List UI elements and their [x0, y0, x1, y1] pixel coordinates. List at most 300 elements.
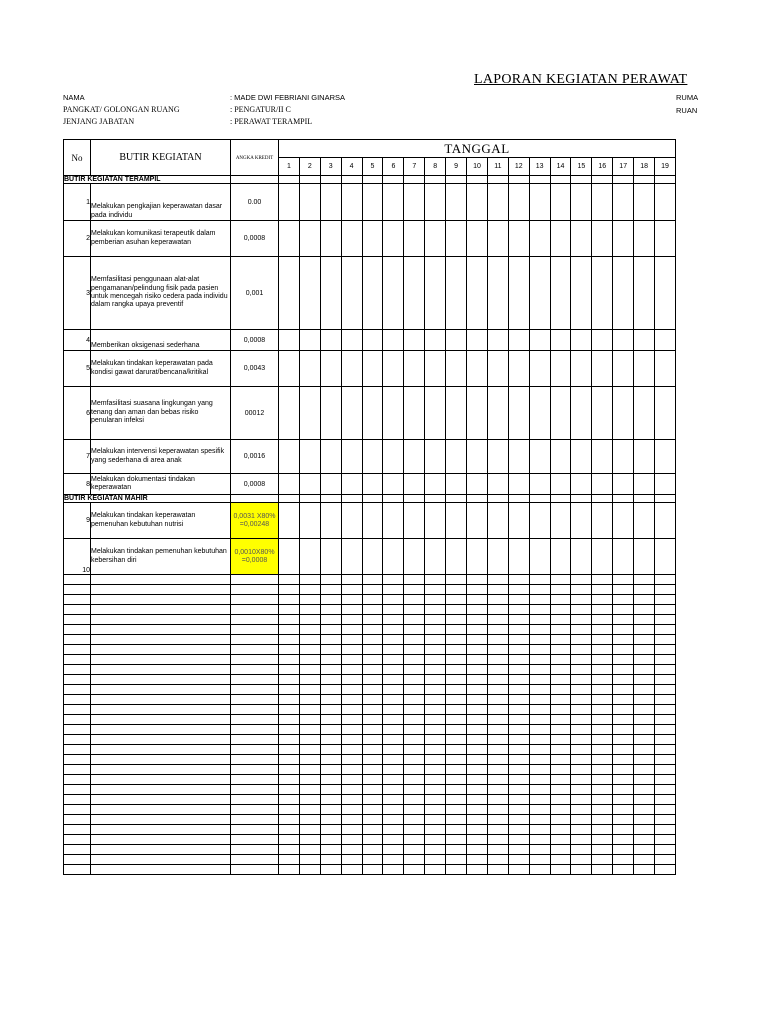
blank-cell[interactable] — [231, 585, 279, 595]
day-cell[interactable] — [425, 387, 446, 440]
blank-cell[interactable] — [634, 615, 655, 625]
blank-cell[interactable] — [613, 625, 634, 635]
blank-cell[interactable] — [299, 785, 320, 795]
blank-cell[interactable] — [446, 605, 467, 615]
blank-cell[interactable] — [383, 695, 404, 705]
blank-cell[interactable] — [655, 715, 676, 725]
blank-cell[interactable] — [634, 865, 655, 875]
blank-cell[interactable] — [91, 825, 231, 835]
day-cell[interactable] — [529, 503, 550, 539]
blank-cell[interactable] — [655, 745, 676, 755]
blank-cell[interactable] — [529, 725, 550, 735]
blank-cell[interactable] — [279, 765, 300, 775]
blank-cell[interactable] — [592, 635, 613, 645]
blank-cell[interactable] — [362, 735, 383, 745]
blank-cell[interactable] — [320, 645, 341, 655]
day-cell[interactable] — [571, 257, 592, 330]
blank-cell[interactable] — [231, 795, 279, 805]
blank-cell[interactable] — [613, 845, 634, 855]
blank-cell[interactable] — [320, 745, 341, 755]
blank-cell[interactable] — [320, 735, 341, 745]
day-cell[interactable] — [613, 184, 634, 221]
day-cell[interactable] — [655, 330, 676, 351]
day-cell[interactable] — [383, 474, 404, 495]
blank-cell[interactable] — [320, 755, 341, 765]
day-cell[interactable] — [362, 184, 383, 221]
blank-cell[interactable] — [64, 615, 91, 625]
blank-cell[interactable] — [613, 765, 634, 775]
blank-cell[interactable] — [279, 775, 300, 785]
day-cell[interactable] — [550, 330, 571, 351]
blank-cell[interactable] — [231, 615, 279, 625]
blank-cell[interactable] — [487, 695, 508, 705]
blank-cell[interactable] — [299, 765, 320, 775]
day-cell[interactable] — [634, 184, 655, 221]
day-cell[interactable] — [467, 474, 488, 495]
blank-cell[interactable] — [279, 585, 300, 595]
day-cell[interactable] — [299, 474, 320, 495]
blank-cell[interactable] — [550, 745, 571, 755]
blank-cell[interactable] — [571, 855, 592, 865]
blank-cell[interactable] — [231, 685, 279, 695]
blank-cell[interactable] — [64, 755, 91, 765]
blank-cell[interactable] — [613, 865, 634, 875]
day-cell[interactable] — [404, 474, 425, 495]
day-cell[interactable] — [425, 503, 446, 539]
day-cell[interactable] — [487, 221, 508, 257]
blank-cell[interactable] — [655, 855, 676, 865]
blank-cell[interactable] — [362, 635, 383, 645]
blank-cell[interactable] — [550, 825, 571, 835]
day-cell[interactable] — [299, 221, 320, 257]
blank-cell[interactable] — [279, 865, 300, 875]
day-cell[interactable] — [529, 330, 550, 351]
blank-cell[interactable] — [550, 775, 571, 785]
blank-cell[interactable] — [231, 775, 279, 785]
blank-cell[interactable] — [655, 595, 676, 605]
blank-cell[interactable] — [508, 665, 529, 675]
day-cell[interactable] — [320, 495, 341, 503]
blank-cell[interactable] — [592, 625, 613, 635]
blank-cell[interactable] — [571, 775, 592, 785]
day-cell[interactable] — [592, 221, 613, 257]
blank-cell[interactable] — [383, 815, 404, 825]
blank-cell[interactable] — [613, 795, 634, 805]
day-cell[interactable] — [529, 387, 550, 440]
blank-cell[interactable] — [613, 755, 634, 765]
blank-cell[interactable] — [467, 645, 488, 655]
blank-cell[interactable] — [655, 735, 676, 745]
blank-cell[interactable] — [487, 825, 508, 835]
blank-cell[interactable] — [571, 805, 592, 815]
blank-cell[interactable] — [634, 745, 655, 755]
blank-cell[interactable] — [425, 765, 446, 775]
blank-cell[interactable] — [64, 845, 91, 855]
blank-cell[interactable] — [550, 785, 571, 795]
blank-cell[interactable] — [404, 695, 425, 705]
blank-cell[interactable] — [279, 845, 300, 855]
blank-cell[interactable] — [64, 835, 91, 845]
blank-cell[interactable] — [508, 695, 529, 705]
blank-cell[interactable] — [299, 635, 320, 645]
day-cell[interactable] — [279, 351, 300, 387]
blank-cell[interactable] — [446, 805, 467, 815]
blank-cell[interactable] — [655, 585, 676, 595]
day-cell[interactable] — [529, 184, 550, 221]
blank-cell[interactable] — [404, 665, 425, 675]
day-cell[interactable] — [550, 184, 571, 221]
day-cell[interactable] — [425, 351, 446, 387]
blank-cell[interactable] — [279, 605, 300, 615]
day-cell[interactable] — [425, 176, 446, 184]
blank-cell[interactable] — [613, 715, 634, 725]
blank-cell[interactable] — [231, 745, 279, 755]
blank-cell[interactable] — [299, 605, 320, 615]
day-cell[interactable] — [404, 221, 425, 257]
blank-cell[interactable] — [320, 665, 341, 675]
blank-cell[interactable] — [362, 835, 383, 845]
blank-cell[interactable] — [91, 865, 231, 875]
blank-cell[interactable] — [467, 835, 488, 845]
blank-cell[interactable] — [299, 595, 320, 605]
blank-cell[interactable] — [508, 845, 529, 855]
blank-cell[interactable] — [446, 675, 467, 685]
blank-cell[interactable] — [404, 765, 425, 775]
day-cell[interactable] — [487, 176, 508, 184]
blank-cell[interactable] — [404, 775, 425, 785]
blank-cell[interactable] — [279, 615, 300, 625]
blank-cell[interactable] — [320, 795, 341, 805]
blank-cell[interactable] — [446, 655, 467, 665]
blank-cell[interactable] — [487, 775, 508, 785]
blank-cell[interactable] — [571, 615, 592, 625]
blank-cell[interactable] — [446, 745, 467, 755]
blank-cell[interactable] — [613, 675, 634, 685]
blank-cell[interactable] — [446, 595, 467, 605]
day-cell[interactable] — [383, 330, 404, 351]
blank-cell[interactable] — [91, 815, 231, 825]
day-cell[interactable] — [279, 257, 300, 330]
blank-cell[interactable] — [341, 825, 362, 835]
blank-cell[interactable] — [446, 575, 467, 585]
day-cell[interactable] — [467, 257, 488, 330]
blank-cell[interactable] — [550, 705, 571, 715]
day-cell[interactable] — [404, 539, 425, 575]
day-cell[interactable] — [529, 539, 550, 575]
day-cell[interactable] — [425, 539, 446, 575]
blank-cell[interactable] — [446, 665, 467, 675]
blank-cell[interactable] — [299, 815, 320, 825]
blank-cell[interactable] — [592, 595, 613, 605]
day-cell[interactable] — [550, 539, 571, 575]
day-cell[interactable] — [320, 330, 341, 351]
blank-cell[interactable] — [613, 595, 634, 605]
day-cell[interactable] — [446, 257, 467, 330]
day-cell[interactable] — [613, 495, 634, 503]
blank-cell[interactable] — [320, 705, 341, 715]
blank-cell[interactable] — [487, 625, 508, 635]
blank-cell[interactable] — [279, 705, 300, 715]
blank-cell[interactable] — [508, 745, 529, 755]
blank-cell[interactable] — [91, 605, 231, 615]
blank-cell[interactable] — [299, 615, 320, 625]
blank-cell[interactable] — [446, 625, 467, 635]
blank-cell[interactable] — [64, 825, 91, 835]
day-cell[interactable] — [446, 330, 467, 351]
blank-cell[interactable] — [550, 865, 571, 875]
blank-cell[interactable] — [362, 765, 383, 775]
blank-cell[interactable] — [529, 695, 550, 705]
blank-cell[interactable] — [231, 695, 279, 705]
blank-cell[interactable] — [279, 695, 300, 705]
day-cell[interactable] — [320, 257, 341, 330]
day-cell[interactable] — [529, 474, 550, 495]
blank-cell[interactable] — [404, 615, 425, 625]
blank-cell[interactable] — [362, 865, 383, 875]
blank-cell[interactable] — [425, 815, 446, 825]
blank-cell[interactable] — [487, 575, 508, 585]
blank-cell[interactable] — [487, 685, 508, 695]
day-cell[interactable] — [655, 176, 676, 184]
blank-cell[interactable] — [613, 645, 634, 655]
blank-cell[interactable] — [467, 585, 488, 595]
blank-cell[interactable] — [320, 585, 341, 595]
blank-cell[interactable] — [299, 655, 320, 665]
blank-cell[interactable] — [91, 665, 231, 675]
blank-cell[interactable] — [508, 675, 529, 685]
day-cell[interactable] — [279, 221, 300, 257]
day-cell[interactable] — [508, 474, 529, 495]
day-cell[interactable] — [592, 176, 613, 184]
blank-cell[interactable] — [613, 745, 634, 755]
blank-cell[interactable] — [404, 715, 425, 725]
day-cell[interactable] — [320, 539, 341, 575]
day-cell[interactable] — [320, 503, 341, 539]
day-cell[interactable] — [508, 440, 529, 474]
blank-cell[interactable] — [231, 815, 279, 825]
blank-cell[interactable] — [613, 815, 634, 825]
day-cell[interactable] — [299, 176, 320, 184]
blank-cell[interactable] — [425, 635, 446, 645]
blank-cell[interactable] — [91, 855, 231, 865]
blank-cell[interactable] — [446, 795, 467, 805]
blank-cell[interactable] — [655, 845, 676, 855]
blank-cell[interactable] — [383, 675, 404, 685]
day-cell[interactable] — [467, 440, 488, 474]
day-cell[interactable] — [571, 221, 592, 257]
blank-cell[interactable] — [279, 815, 300, 825]
day-cell[interactable] — [404, 440, 425, 474]
blank-cell[interactable] — [487, 735, 508, 745]
blank-cell[interactable] — [529, 755, 550, 765]
blank-cell[interactable] — [362, 645, 383, 655]
blank-cell[interactable] — [231, 835, 279, 845]
blank-cell[interactable] — [383, 585, 404, 595]
blank-cell[interactable] — [446, 685, 467, 695]
blank-cell[interactable] — [467, 705, 488, 715]
blank-cell[interactable] — [404, 725, 425, 735]
day-cell[interactable] — [655, 184, 676, 221]
blank-cell[interactable] — [592, 695, 613, 705]
day-cell[interactable] — [571, 503, 592, 539]
blank-cell[interactable] — [529, 765, 550, 775]
blank-cell[interactable] — [362, 615, 383, 625]
blank-cell[interactable] — [64, 685, 91, 695]
blank-cell[interactable] — [634, 675, 655, 685]
day-cell[interactable] — [634, 330, 655, 351]
blank-cell[interactable] — [571, 695, 592, 705]
blank-cell[interactable] — [64, 815, 91, 825]
blank-cell[interactable] — [383, 625, 404, 635]
blank-cell[interactable] — [655, 665, 676, 675]
blank-cell[interactable] — [320, 575, 341, 585]
blank-cell[interactable] — [299, 825, 320, 835]
blank-cell[interactable] — [425, 845, 446, 855]
blank-cell[interactable] — [425, 705, 446, 715]
blank-cell[interactable] — [279, 855, 300, 865]
blank-cell[interactable] — [64, 585, 91, 595]
blank-cell[interactable] — [404, 805, 425, 815]
day-cell[interactable] — [487, 387, 508, 440]
blank-cell[interactable] — [571, 715, 592, 725]
blank-cell[interactable] — [231, 805, 279, 815]
blank-cell[interactable] — [634, 775, 655, 785]
blank-cell[interactable] — [550, 815, 571, 825]
blank-cell[interactable] — [362, 795, 383, 805]
blank-cell[interactable] — [425, 605, 446, 615]
blank-cell[interactable] — [279, 595, 300, 605]
day-cell[interactable] — [362, 257, 383, 330]
blank-cell[interactable] — [299, 835, 320, 845]
blank-cell[interactable] — [592, 645, 613, 655]
day-cell[interactable] — [571, 330, 592, 351]
day-cell[interactable] — [634, 257, 655, 330]
day-cell[interactable] — [529, 440, 550, 474]
blank-cell[interactable] — [550, 625, 571, 635]
day-cell[interactable] — [571, 495, 592, 503]
blank-cell[interactable] — [91, 775, 231, 785]
blank-cell[interactable] — [529, 745, 550, 755]
day-cell[interactable] — [341, 257, 362, 330]
blank-cell[interactable] — [320, 655, 341, 665]
blank-cell[interactable] — [383, 835, 404, 845]
day-cell[interactable] — [425, 495, 446, 503]
day-cell[interactable] — [467, 387, 488, 440]
blank-cell[interactable] — [64, 795, 91, 805]
day-cell[interactable] — [487, 351, 508, 387]
blank-cell[interactable] — [446, 835, 467, 845]
day-cell[interactable] — [634, 474, 655, 495]
blank-cell[interactable] — [487, 845, 508, 855]
blank-cell[interactable] — [529, 655, 550, 665]
blank-cell[interactable] — [634, 645, 655, 655]
day-cell[interactable] — [362, 176, 383, 184]
blank-cell[interactable] — [91, 715, 231, 725]
blank-cell[interactable] — [299, 745, 320, 755]
blank-cell[interactable] — [341, 645, 362, 655]
blank-cell[interactable] — [320, 825, 341, 835]
blank-cell[interactable] — [320, 725, 341, 735]
blank-cell[interactable] — [341, 805, 362, 815]
blank-cell[interactable] — [655, 865, 676, 875]
day-cell[interactable] — [299, 184, 320, 221]
blank-cell[interactable] — [231, 755, 279, 765]
blank-cell[interactable] — [571, 815, 592, 825]
blank-cell[interactable] — [362, 665, 383, 675]
blank-cell[interactable] — [279, 725, 300, 735]
day-cell[interactable] — [655, 440, 676, 474]
blank-cell[interactable] — [529, 815, 550, 825]
day-cell[interactable] — [592, 539, 613, 575]
blank-cell[interactable] — [446, 725, 467, 735]
blank-cell[interactable] — [446, 815, 467, 825]
day-cell[interactable] — [383, 539, 404, 575]
blank-cell[interactable] — [425, 625, 446, 635]
blank-cell[interactable] — [383, 795, 404, 805]
blank-cell[interactable] — [231, 675, 279, 685]
day-cell[interactable] — [341, 474, 362, 495]
day-cell[interactable] — [634, 503, 655, 539]
blank-cell[interactable] — [467, 605, 488, 615]
blank-cell[interactable] — [467, 625, 488, 635]
blank-cell[interactable] — [508, 635, 529, 645]
day-cell[interactable] — [279, 474, 300, 495]
blank-cell[interactable] — [487, 725, 508, 735]
day-cell[interactable] — [341, 495, 362, 503]
blank-cell[interactable] — [404, 585, 425, 595]
day-cell[interactable] — [320, 474, 341, 495]
blank-cell[interactable] — [362, 825, 383, 835]
day-cell[interactable] — [446, 351, 467, 387]
blank-cell[interactable] — [550, 715, 571, 725]
day-cell[interactable] — [634, 387, 655, 440]
blank-cell[interactable] — [279, 675, 300, 685]
blank-cell[interactable] — [487, 835, 508, 845]
blank-cell[interactable] — [64, 605, 91, 615]
blank-cell[interactable] — [592, 755, 613, 765]
blank-cell[interactable] — [231, 665, 279, 675]
blank-cell[interactable] — [362, 705, 383, 715]
blank-cell[interactable] — [91, 625, 231, 635]
day-cell[interactable] — [341, 387, 362, 440]
blank-cell[interactable] — [634, 585, 655, 595]
blank-cell[interactable] — [383, 825, 404, 835]
blank-cell[interactable] — [279, 805, 300, 815]
blank-cell[interactable] — [91, 655, 231, 665]
blank-cell[interactable] — [592, 805, 613, 815]
blank-cell[interactable] — [425, 595, 446, 605]
day-cell[interactable] — [279, 503, 300, 539]
blank-cell[interactable] — [299, 855, 320, 865]
blank-cell[interactable] — [362, 585, 383, 595]
blank-cell[interactable] — [425, 655, 446, 665]
blank-cell[interactable] — [467, 655, 488, 665]
blank-cell[interactable] — [613, 615, 634, 625]
day-cell[interactable] — [383, 257, 404, 330]
blank-cell[interactable] — [529, 775, 550, 785]
blank-cell[interactable] — [383, 665, 404, 675]
blank-cell[interactable] — [341, 705, 362, 715]
day-cell[interactable] — [279, 176, 300, 184]
day-cell[interactable] — [299, 387, 320, 440]
day-cell[interactable] — [320, 351, 341, 387]
blank-cell[interactable] — [571, 595, 592, 605]
blank-cell[interactable] — [592, 725, 613, 735]
day-cell[interactable] — [446, 221, 467, 257]
day-cell[interactable] — [383, 176, 404, 184]
blank-cell[interactable] — [613, 725, 634, 735]
blank-cell[interactable] — [404, 605, 425, 615]
